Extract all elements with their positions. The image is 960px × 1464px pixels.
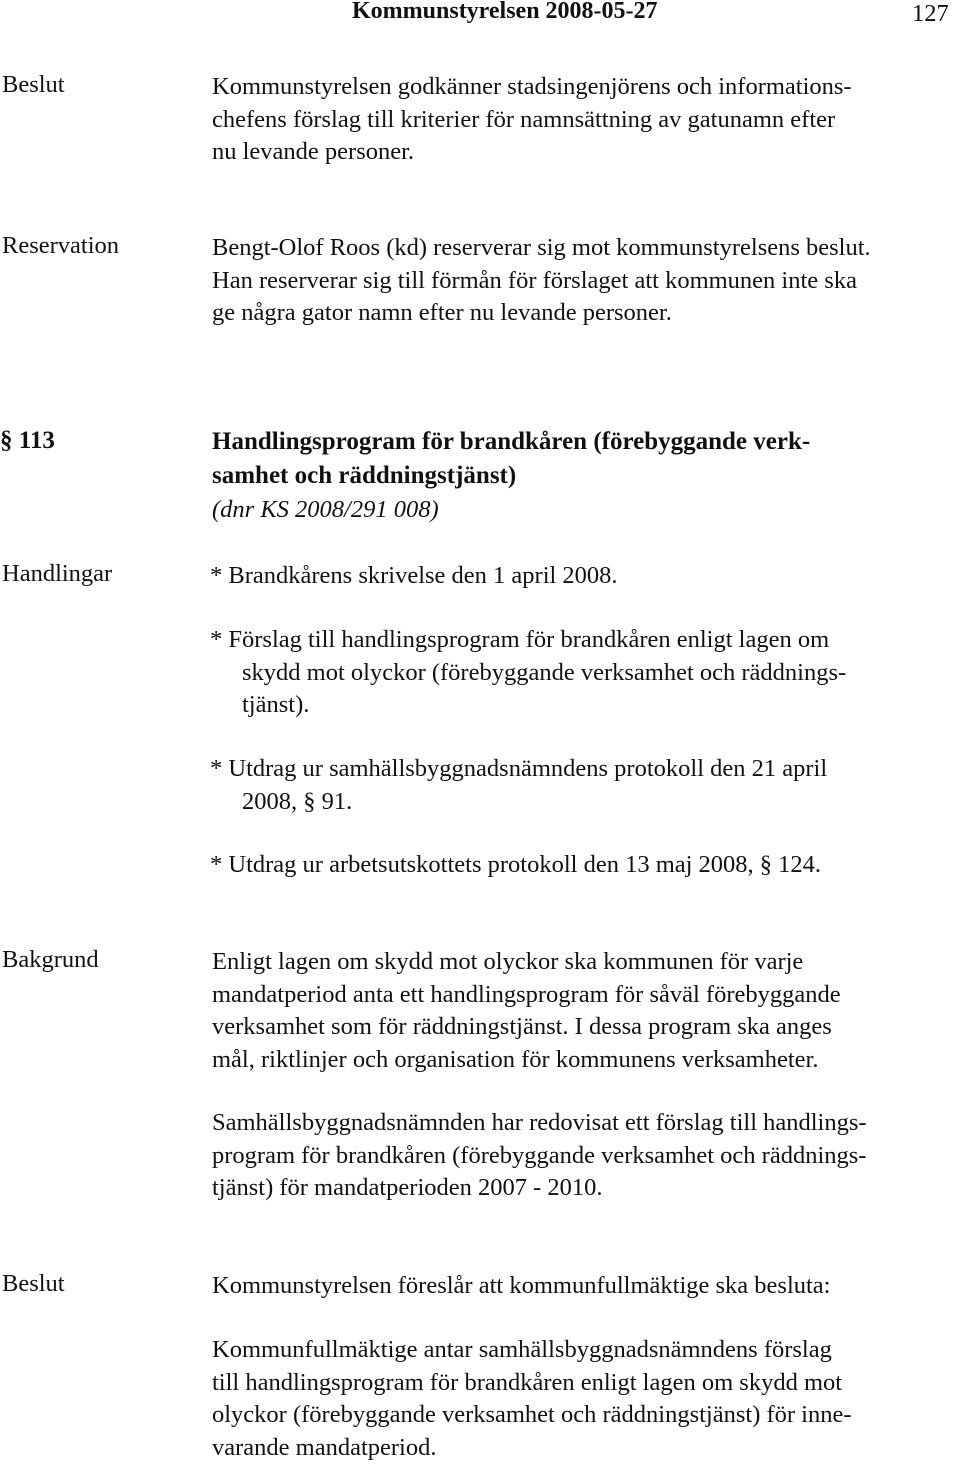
list-item: * Utdrag ur arbetsutskottets protokoll den 13 maj 2008, § 124. [210, 851, 822, 878]
title-line: Handlingsprogram för brandkåren (förebyggande verk- [212, 428, 811, 455]
beslut-paragraph-1 [212, 1270, 831, 1303]
title-line: samhet och räddningstjänst) [212, 462, 517, 489]
text-line: varande mandatperiod. [212, 1433, 437, 1461]
text-line: Kommunstyrelsen godkänner stadsingenjörens och informations- [212, 73, 852, 100]
list-item: * Förslag till handlingsprogram för brandkåren enligt lagen om skydd mot olyckor (förebyggande verksamhet och räddnings- tjänst). [210, 626, 847, 719]
bakgrund-paragraph-2 [212, 1107, 867, 1205]
text-line: nu levande personer. [212, 138, 415, 166]
text-line: mandatperiod anta ett handlingsprogram för såväl förebyggande [212, 980, 841, 1008]
text-line: verksamhet som för räddningstjänst. I dessa program ska anges [212, 1013, 832, 1041]
list-item: * Brandkårens skrivelse den 1 april 2008. [210, 562, 618, 589]
beslut-label: Beslut [2, 71, 65, 98]
bakgrund-label: Bakgrund [2, 946, 99, 973]
text-line: Kommunfullmäktige antar samhällsbyggnadsnämndens förslag [212, 1336, 832, 1363]
reservation-label: Reservation [2, 232, 120, 259]
bakgrund-paragraph-1 [212, 946, 841, 1076]
reservation-text [212, 232, 871, 330]
section-title [212, 425, 810, 493]
text-line: Kommunstyrelsen föreslår att kommunfullmäktige ska besluta: [212, 1272, 831, 1299]
text-line: ge några gator namn efter nu levande personer. [212, 299, 672, 327]
text-line: Samhällsbyggnadsnämnden har redovisat ett förslag till handlings- [212, 1109, 867, 1136]
beslut-text [212, 71, 852, 169]
section-number: § 113 [0, 427, 55, 454]
text-line: mål, riktlinjer och organisation för kommunens verksamheter. [212, 1045, 819, 1073]
text-line: Enligt lagen om skydd mot olyckor ska kommunen för varje [212, 948, 804, 975]
case-reference: (dnr KS 2008/291 008) [212, 496, 439, 523]
list-item: * Utdrag ur samhällsbyggnadsnämndens protokoll den 21 april 2008, § 91. [210, 755, 828, 815]
text-line: till handlingsprogram för brandkåren enligt lagen om skydd mot [212, 1368, 843, 1396]
text-line: olyckor (förebyggande verksamhet och räddningstjänst) för inne- [212, 1401, 852, 1429]
page-header-title: Kommunstyrelsen 2008-05-27 [352, 0, 658, 24]
handlingar-label: Handlingar [2, 560, 113, 587]
text-line: Han reserverar sig till förmån för förslaget att kommunen inte ska [212, 266, 857, 294]
text-line: program för brandkåren (förebyggande verksamhet och räddnings- [212, 1141, 867, 1169]
beslut-paragraph-2 [212, 1334, 852, 1464]
beslut-label: Beslut [2, 1270, 65, 1297]
text-line: tjänst) för mandatperioden 2007 - 2010. [212, 1174, 603, 1202]
text-line: Bengt-Olof Roos (kd) reserverar sig mot kommunstyrelsens beslut. [212, 234, 871, 261]
text-line: chefens förslag till kriterier för namnsättning av gatunamn efter [212, 105, 836, 133]
page-number: 127 [912, 0, 949, 27]
